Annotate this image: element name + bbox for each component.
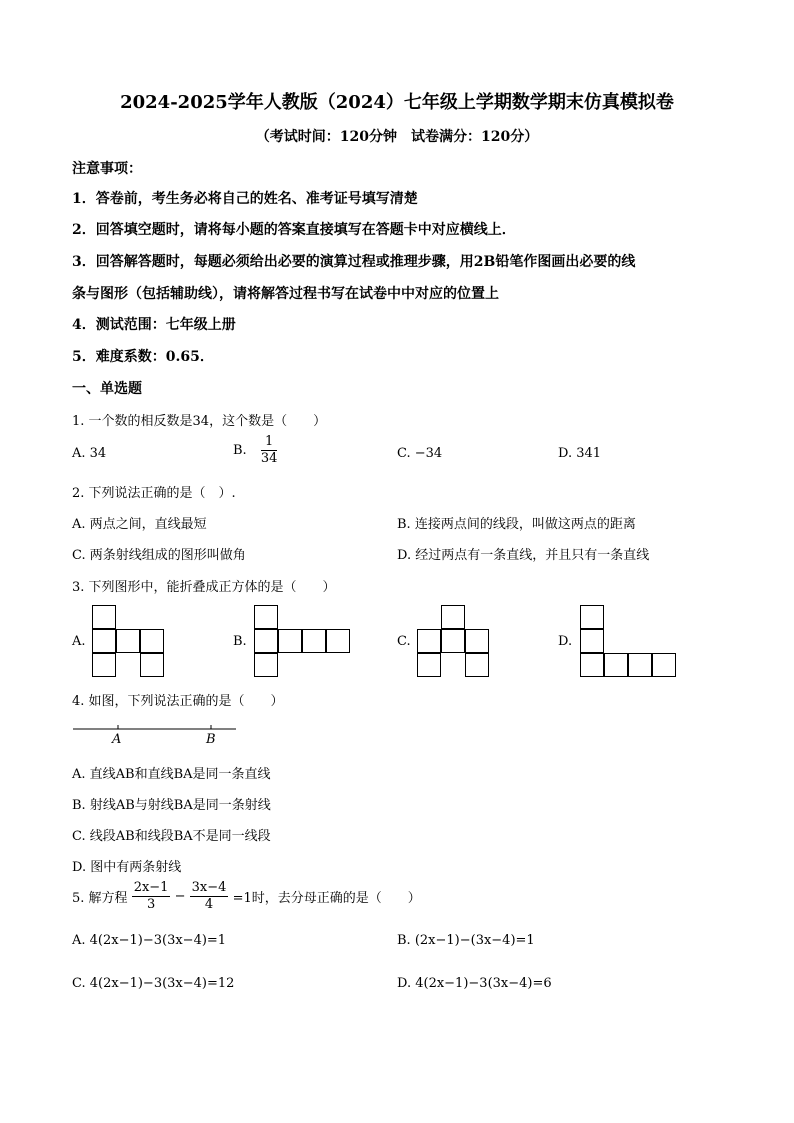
point-b-label: B <box>206 732 216 747</box>
fraction-numerator: 1 <box>261 434 278 451</box>
q1-option-c[interactable]: C. −34 <box>397 446 443 461</box>
cube-net-a <box>92 605 164 677</box>
q2-option-b[interactable]: B. 连接两点间的线段，叫做这两点的距离 <box>397 517 636 532</box>
q4-option-b[interactable]: B. 射线AB与射线BA是同一条射线 <box>72 798 271 813</box>
notes-heading: 注意事项： <box>72 161 142 177</box>
note-item: 4．测试范围：七年级上册 <box>72 317 236 333</box>
q2-option-a[interactable]: A. 两点之间，直线最短 <box>72 517 207 532</box>
note-item: 3．回答解答题时，每题必须给出必要的演算过程或推理步骤，用2B铅笔作图画出必要的线 <box>72 254 636 270</box>
q3-option-a[interactable]: A. <box>72 634 86 649</box>
q3-option-b[interactable]: B. <box>233 634 247 649</box>
cube-net-b <box>254 605 350 677</box>
q3-option-d[interactable]: D. <box>558 634 573 649</box>
q3-option-c[interactable]: C. <box>397 634 411 649</box>
question-2-stem: 2. 下列说法正确的是（ ）. <box>72 486 236 501</box>
q5-option-a[interactable]: A. 4(2x−1)−3(3x−4)=1 <box>72 933 227 948</box>
q2-option-c[interactable]: C. 两条射线组成的图形叫做角 <box>72 548 246 563</box>
fraction-denominator: 3 <box>146 897 156 912</box>
section-heading: 一、单选题 <box>72 381 142 397</box>
q5-option-d[interactable]: D. 4(2x−1)−3(3x−4)=6 <box>397 976 552 991</box>
cube-net-c <box>417 605 489 677</box>
q4-option-d[interactable]: D. 图中有两条射线 <box>72 860 182 875</box>
q5-option-c[interactable]: C. 4(2x−1)−3(3x−4)=12 <box>72 976 235 991</box>
q1-option-b[interactable] <box>233 434 277 467</box>
fraction-numerator: 2x−1 <box>133 880 169 895</box>
q4-option-a[interactable]: A. 直线AB和直线BA是同一条直线 <box>72 767 271 782</box>
question-5-stem <box>72 880 421 913</box>
q1-option-b-fraction <box>261 434 278 467</box>
page-subtitle: （考试时间：120分钟 试卷满分：120分） <box>255 129 539 145</box>
fraction-numerator: 3x−4 <box>191 880 227 895</box>
point-a-label: A <box>112 732 122 747</box>
question-3-stem: 3. 下列图形中，能折叠成正方体的是（ ） <box>72 580 336 595</box>
cube-net-d <box>580 605 676 677</box>
note-item: 2．回答填空题时，请将每小题的答案直接填写在答题卡中对应横线上． <box>72 222 516 238</box>
page-title: 2024-2025学年人教版（2024）七年级上学期数学期末仿真模拟卷 <box>120 92 674 113</box>
fraction-denominator: 34 <box>260 451 278 466</box>
note-item: 5．难度系数：0.65． <box>72 349 214 365</box>
q5-suffix: =1时，去分母正确的是（ ） <box>232 891 421 906</box>
q4-option-c[interactable]: C. 线段AB和线段BA不是同一线段 <box>72 829 271 844</box>
q1-option-b-label: B. <box>233 443 247 458</box>
q1-option-d[interactable]: D. 341 <box>558 446 602 461</box>
q5-fraction-1 <box>132 880 171 913</box>
note-item: 条与图形（包括辅助线），请将解答过程书写在试卷中中对应的位置上 <box>72 286 499 302</box>
note-item: 1．答卷前，考生务必将自己的姓名、准考证号填写清楚 <box>72 191 418 207</box>
question-1-stem: 1. 一个数的相反数是34，这个数是（ ） <box>72 414 327 429</box>
question-4-stem: 4. 如图，下列说法正确的是（ ） <box>72 694 284 709</box>
q5-prefix: 5. 解方程 <box>72 891 128 906</box>
q5-minus: − <box>174 889 186 904</box>
fraction-denominator: 4 <box>204 897 214 912</box>
q5-fraction-2 <box>190 880 229 913</box>
q1-option-a[interactable]: A. 34 <box>72 446 107 461</box>
q5-option-b[interactable]: B. (2x−1)−(3x−4)=1 <box>397 933 535 948</box>
q2-option-d[interactable]: D. 经过两点有一条直线，并且只有一条直线 <box>397 548 650 563</box>
